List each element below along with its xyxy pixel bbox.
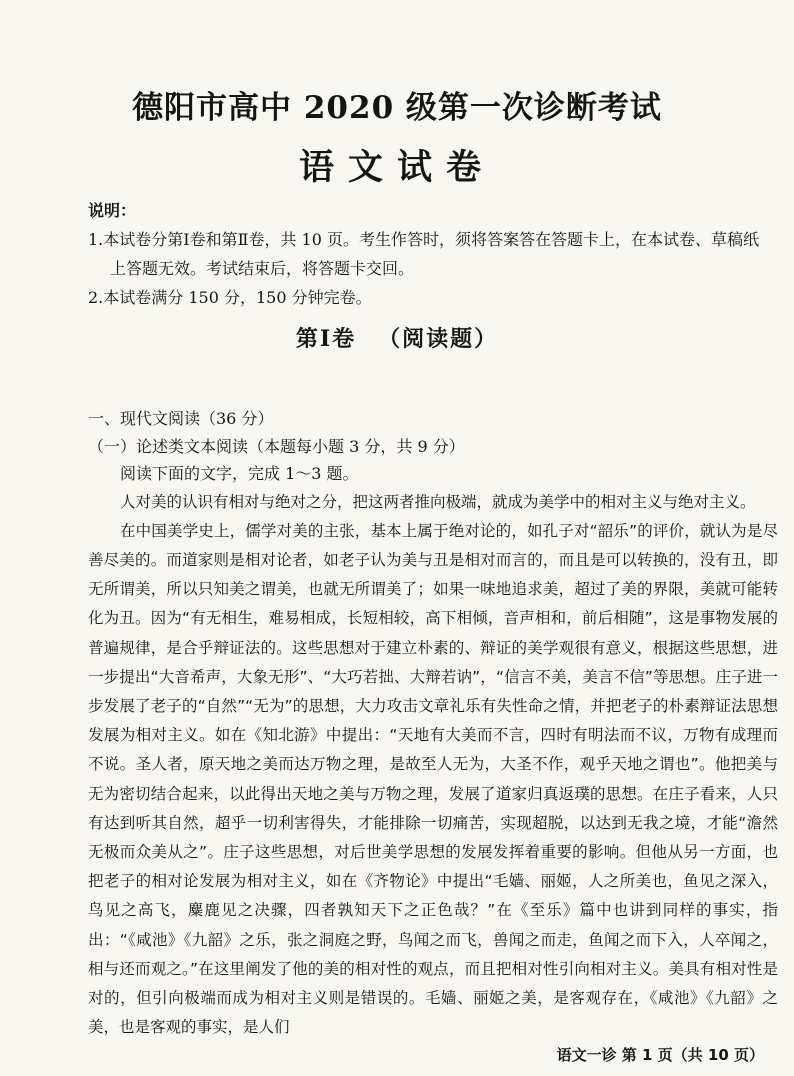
paper-subtitle: 语文试卷 — [298, 147, 495, 188]
paragraph-1: 人对美的认识有相对与绝对之分，把这两者推向极端，就成为美学中的相对主义与绝对主义。 — [120, 492, 756, 511]
page-footer: 语文一诊 第 1 页（共 10 页） — [556, 1046, 764, 1064]
volume-label: 第Ⅰ卷 — [295, 326, 357, 352]
part-heading: 一、现代文阅读（36 分） — [88, 409, 274, 428]
instruction-item-1: 1.本试卷分第Ⅰ卷和第Ⅱ卷，共 10 页。考生作答时，须将答案答在答题卡上，在本试卷、草稿纸上答题无效。考试结束后，将答题卡交回。 — [88, 230, 759, 278]
instructions-block — [88, 196, 768, 312]
reading-body — [88, 405, 778, 1042]
paragraph-2: 在中国美学史上，儒学对美的主张，基本上属于绝对论的，如孔子对“韶乐”的评价，就认为是尽善尽美的。而道家则是相对论者，如老子认为美与丑是相对而言的，而且是可以转换的，没有丑，即无所谓美，所以只知美之谓美，也就无所谓美了；如果一味地追求美，超过了美的界限，美就可能转化为丑。因为“有无相生，难易相成，长短相较，高下相倾，音声相和，前后相随”，这是事物发展的普遍规律，是合乎辩证法的。这些思想对于建立朴素的、辩证的美学观很有意义，根据这些思想，进一步提出“大音希声，大象无形”、“大巧若拙、大辩若讷”，“信言不美，美言不信”等思想。庄子进一步发展了老子的“自然”“无为”的思想，大力攻击文章礼乐有失性命之情，并把老子的朴素辩证法思想发展为相对主义。如在《知北游》中提出：“天地有大美而不言，四时有明法而不议，万物有成理而不说。圣人者，原天地之美而达万物之理，是故至人无为，大圣不作，观乎天地之谓也”。他把美与无为密切结合起来，以此得出天地之美与万物之理，发展了道家归真返璞的思想。在庄子看来，人只有达到听其自然，超乎一切利害得失，才能排除一切痛苦，实现超脱，以达到无我之境，才能“澹然无极而众美从之”。庄子这些思想，对后世美学思想的发展发挥着重要的影响。但他从另一方面，也把老子的相对论发展为相对主义，如在《齐物论》中提出“毛嫱、丽姬，人之所美也，鱼见之深入，鸟见之高飞，麋鹿见之决骤，四者孰知天下之正色哉？”在《至乐》篇中也讲到同样的事实，指出：“《咸池》《九韶》之乐，张之洞庭之野，鸟闻之而飞，兽闻之而走，鱼闻之而下入，人卒闻之，相与还而观之。”在这里阐发了他的美的相对性的观点，而且把相对性引向相对主义。美具有相对性是对的，但引向极端而成为相对主义则是错误的。毛嫱、丽姬之美，是客观存在，《咸池》《九韶》之美，也是客观的事实，是人们 — [88, 521, 778, 1037]
volume-name: （阅读题） — [378, 326, 499, 352]
instructions-label: 说明： — [88, 201, 137, 220]
sub-heading: （一）论述类文本阅读（本题每小题 3 分，共 9 分） — [88, 436, 465, 456]
reading-instruction: 阅读下面的文字，完成 1～3 题。 — [120, 464, 359, 483]
instruction-item-2: 2.本试卷满分 150 分，150 分钟完卷。 — [88, 288, 372, 307]
exam-title: 德阳市高中 2020 级第一次诊断考试 — [132, 90, 662, 126]
section-heading — [0, 322, 794, 353]
